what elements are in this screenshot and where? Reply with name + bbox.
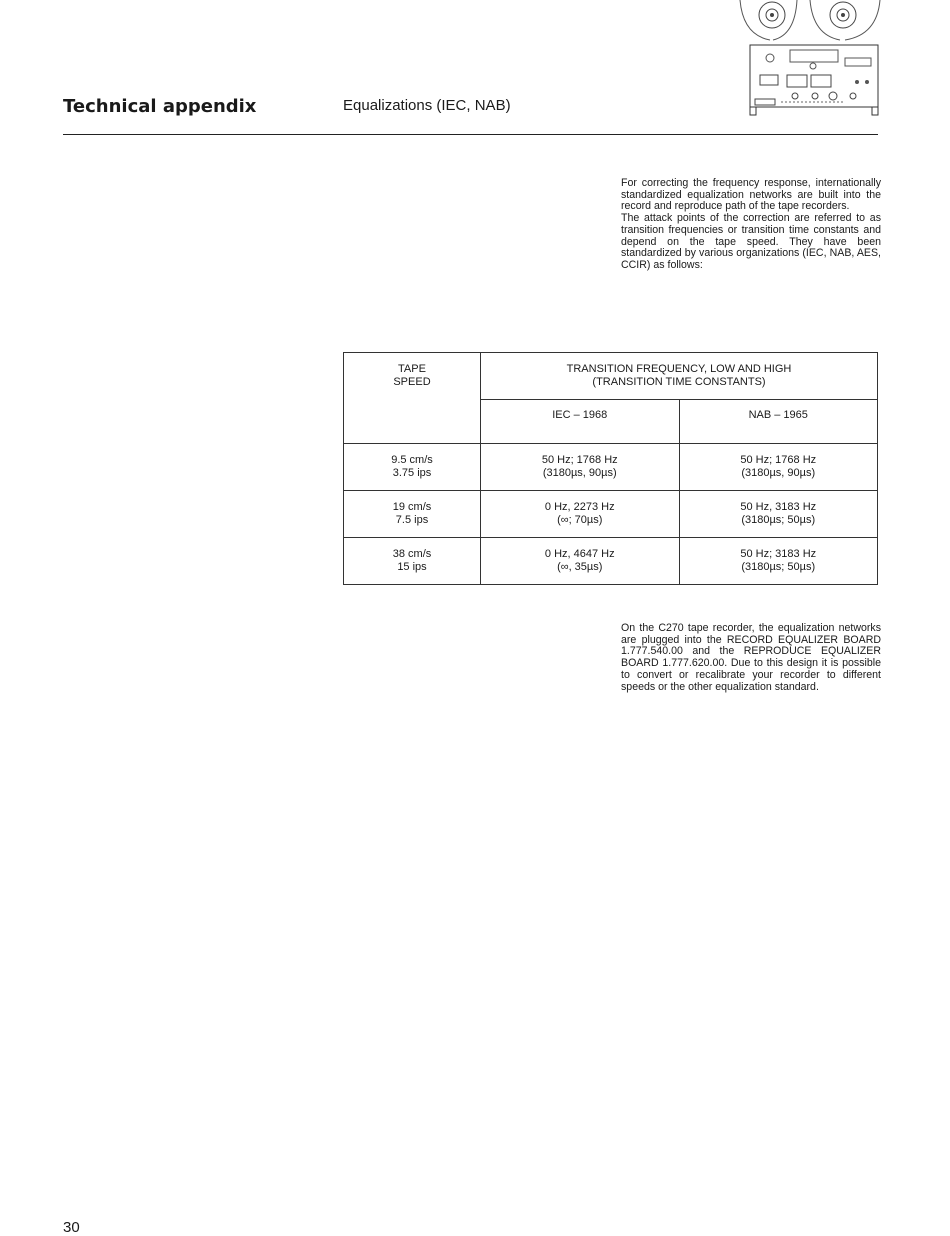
speed-metric: 19 cm/s bbox=[392, 501, 432, 513]
equalization-table bbox=[343, 352, 878, 585]
iec-time-constant: (3180µs, 90µs) bbox=[542, 467, 617, 479]
iec-cell bbox=[481, 538, 680, 585]
nab-frequency: 50 Hz, 3183 Hz bbox=[740, 501, 817, 513]
iec-time-constant: (∞, 35µs) bbox=[557, 561, 603, 573]
speed-imperial: 7.5 ips bbox=[395, 514, 429, 526]
tape-speed-header bbox=[344, 353, 481, 444]
table-row bbox=[344, 444, 878, 491]
nab-cell bbox=[679, 538, 878, 585]
intro-paragraph bbox=[621, 178, 881, 272]
section-title: Technical appendix bbox=[63, 96, 257, 117]
page-number: 30 bbox=[63, 1219, 80, 1236]
intro-text-1: For correcting the frequency response, internationally standardized equalization networks are built into the record and reproduce path of the tape recorders. bbox=[621, 177, 881, 213]
nab-frequency: 50 Hz; 3183 Hz bbox=[740, 548, 817, 560]
transition-header bbox=[481, 353, 878, 400]
table-row bbox=[344, 538, 878, 585]
tape-speed-header-line-2: SPEED bbox=[393, 376, 431, 388]
iec-frequency: 50 Hz; 1768 Hz bbox=[541, 454, 618, 466]
iec-frequency: 0 Hz, 2273 Hz bbox=[544, 501, 615, 513]
nab-time-constant: (3180µs; 50µs) bbox=[741, 561, 816, 573]
nab-cell bbox=[679, 444, 878, 491]
page-subtitle: Equalizations (IEC, NAB) bbox=[343, 97, 511, 114]
tape-speed-header-line-1: TAPE bbox=[398, 363, 426, 375]
speed-cell bbox=[344, 538, 481, 585]
iec-cell bbox=[481, 491, 680, 538]
speed-imperial: 3.75 ips bbox=[392, 467, 432, 479]
nab-time-constant: (3180µs, 90µs) bbox=[741, 467, 816, 479]
intro-text-2: The attack points of the correction are referred to as transition frequencies or transition time constants and depend on the tape speed. They have been standardized by various organizations (IEC, NAB, AES, CCIR) as follows: bbox=[621, 212, 881, 271]
speed-metric: 38 cm/s bbox=[392, 548, 432, 560]
speed-metric: 9.5 cm/s bbox=[391, 454, 433, 466]
speed-imperial: 15 ips bbox=[397, 561, 427, 573]
header-rule bbox=[63, 134, 878, 135]
nab-frequency: 50 Hz; 1768 Hz bbox=[740, 454, 817, 466]
transition-header-line-1: TRANSITION FREQUENCY, LOW AND HIGH bbox=[566, 363, 792, 375]
speed-cell bbox=[344, 444, 481, 491]
transition-header-line-2: (TRANSITION TIME CONSTANTS) bbox=[592, 376, 766, 388]
tape-recorder-icon bbox=[735, 0, 885, 120]
nab-cell bbox=[679, 491, 878, 538]
iec-time-constant: (∞; 70µs) bbox=[557, 514, 603, 526]
outro-paragraph: On the C270 tape recorder, the equalization networks are plugged into the RECORD EQUALIZER BOARD 1.777.540.00 and the REPRODUCE EQUALIZER BOARD 1.777.620.00. Due to this design it is possible to convert or recalibrate your recorder to different speeds or the other equalization standard. bbox=[621, 622, 881, 693]
iec-header: IEC – 1968 bbox=[481, 400, 680, 444]
nab-header: NAB – 1965 bbox=[679, 400, 878, 444]
table-row bbox=[344, 491, 878, 538]
speed-cell bbox=[344, 491, 481, 538]
iec-frequency: 0 Hz, 4647 Hz bbox=[544, 548, 615, 560]
iec-cell bbox=[481, 444, 680, 491]
nab-time-constant: (3180µs; 50µs) bbox=[741, 514, 816, 526]
